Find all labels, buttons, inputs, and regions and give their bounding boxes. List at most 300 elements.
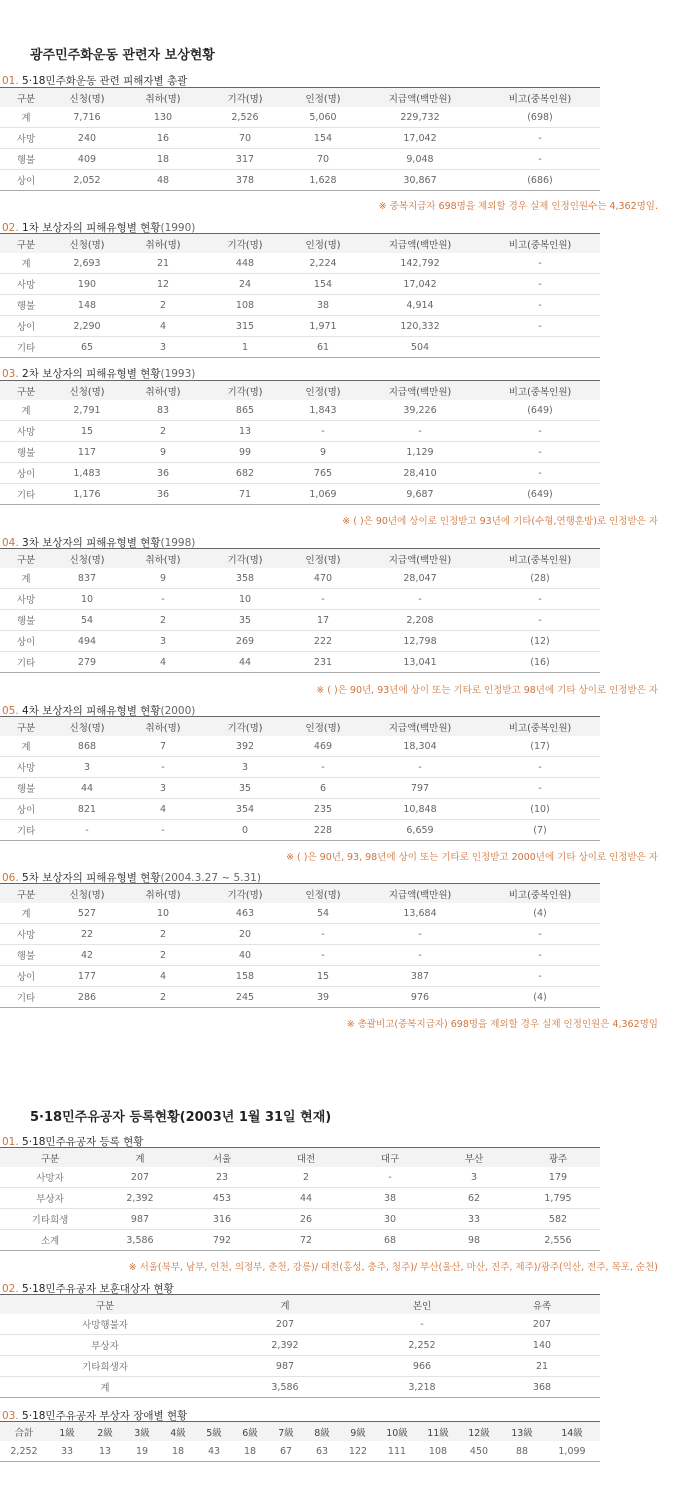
table-cell: 13: [86, 1441, 124, 1462]
table-cell: -: [286, 924, 360, 945]
column-header: 合計: [14, 1427, 34, 1439]
table-cell: 기타: [0, 820, 52, 841]
table-cell: (12): [480, 631, 600, 652]
table-cell: 315: [204, 316, 286, 337]
column-header: 12級: [468, 1427, 490, 1439]
table-cell: 24: [204, 274, 286, 295]
table-cell: 6: [286, 778, 360, 799]
column-header: 인정(명): [305, 239, 341, 251]
table-note: ※ ( )은 90년, 93년에 상이 또는 기타로 인정받고 98년에 기타 상이로 인정받은 자: [316, 685, 658, 696]
table-cell: 2: [122, 945, 204, 966]
table-cell: -: [480, 149, 600, 170]
table-cell: 378: [204, 170, 286, 191]
table-cell: 사망자: [0, 1167, 100, 1188]
table-cell: 28,410: [360, 463, 480, 484]
table-cell: 6,659: [360, 820, 480, 841]
table-cell: 7: [122, 736, 204, 757]
column-header: 7級: [278, 1427, 294, 1439]
table-cell: 18: [160, 1441, 196, 1462]
table-cell: 976: [360, 987, 480, 1008]
table-cell: 36: [122, 484, 204, 505]
table-cell: 44: [52, 778, 122, 799]
column-header: 구분: [16, 93, 36, 105]
table-cell: 15: [286, 966, 360, 987]
table-cell: 2,252: [0, 1441, 48, 1462]
table-cell: 358: [204, 568, 286, 589]
table-cell: 3: [52, 757, 122, 778]
table-cell: 9: [122, 442, 204, 463]
table-cell: 4: [122, 799, 204, 820]
column-header: 비고(중복인원): [508, 386, 572, 398]
table-cell: 2,252: [360, 1335, 484, 1356]
column-header: 4級: [170, 1427, 186, 1439]
table-cell: 108: [204, 295, 286, 316]
table-cell: -: [122, 589, 204, 610]
table-cell: (4): [480, 987, 600, 1008]
table-cell: 70: [286, 149, 360, 170]
column-header: 인정(명): [305, 93, 341, 105]
table-cell: 1,176: [52, 484, 122, 505]
table-cell: 2,791: [52, 400, 122, 421]
table-header-row: [0, 1295, 600, 1315]
table-cell: 229,732: [360, 107, 480, 128]
column-header: 계: [280, 1300, 290, 1312]
table-cell: 42: [52, 945, 122, 966]
table-cell: 453: [180, 1188, 264, 1209]
table-cell: 18: [232, 1441, 268, 1462]
table-cell: 행불: [0, 149, 52, 170]
table-cell: (7): [480, 820, 600, 841]
column-header: 유족: [532, 1300, 552, 1312]
table-cell: 67: [268, 1441, 304, 1462]
table-cell: 35: [204, 778, 286, 799]
table-cell: 10: [52, 589, 122, 610]
column-header: 1級: [59, 1427, 75, 1439]
table-header-row: [0, 549, 600, 569]
table-row: [0, 484, 600, 505]
column-header: 인정(명): [305, 722, 341, 734]
table-cell: 15: [52, 421, 122, 442]
table-cell: 504: [360, 337, 480, 358]
table-row: [0, 778, 600, 799]
table-row: [0, 442, 600, 463]
table-row: [0, 924, 600, 945]
table-cell: -: [286, 945, 360, 966]
table-cell: 231: [286, 652, 360, 673]
table-cell: 행불: [0, 295, 52, 316]
table-cell: 207: [100, 1167, 180, 1188]
comp-table: [0, 883, 600, 1008]
table-cell: 2: [122, 421, 204, 442]
table-cell: -: [360, 757, 480, 778]
table-cell: 368: [484, 1377, 600, 1398]
page-title-registration: 5·18민주유공자 등록현황(2003년 1월 31일 현재): [30, 1110, 332, 1125]
table-row: [0, 589, 600, 610]
column-header: 기각(명): [227, 239, 263, 251]
table-cell: -: [360, 421, 480, 442]
table-cell: 1: [204, 337, 286, 358]
table-cell: 10: [122, 903, 204, 924]
table-cell: 3: [122, 778, 204, 799]
table-cell: 792: [180, 1230, 264, 1251]
table-cell: 190: [52, 274, 122, 295]
table-cell: 72: [264, 1230, 348, 1251]
table-cell: 1,069: [286, 484, 360, 505]
table-cell: -: [286, 421, 360, 442]
table-cell: 222: [286, 631, 360, 652]
table-row: [0, 149, 600, 170]
table-cell: 868: [52, 736, 122, 757]
table-cell: 2: [264, 1167, 348, 1188]
table-cell: 68: [348, 1230, 432, 1251]
column-header: 인정(명): [305, 386, 341, 398]
table-cell: 사망: [0, 128, 52, 149]
table-cell: 117: [52, 442, 122, 463]
table-cell: 39,226: [360, 400, 480, 421]
table-cell: 88: [500, 1441, 544, 1462]
table-cell: 12,798: [360, 631, 480, 652]
table-cell: 28,047: [360, 568, 480, 589]
section-title: 04. 3차 보상자의 피해유형별 현황(1998): [2, 537, 196, 549]
table-cell: 235: [286, 799, 360, 820]
section-title: 06. 5차 보상자의 피해유형별 현황(2004.3.27 ~ 5.31): [2, 872, 261, 884]
table-cell: 2: [122, 610, 204, 631]
table-cell: 463: [204, 903, 286, 924]
table-cell: 기타: [0, 337, 52, 358]
table-cell: 2,224: [286, 253, 360, 274]
table-cell: 122: [340, 1441, 376, 1462]
comp-table: [0, 233, 600, 358]
column-header: 6級: [242, 1427, 258, 1439]
table-cell: 3: [122, 337, 204, 358]
table-cell: 765: [286, 463, 360, 484]
table-cell: -: [480, 295, 600, 316]
table-cell: 계: [0, 1377, 210, 1398]
table-cell: 39: [286, 987, 360, 1008]
table-cell: 13,684: [360, 903, 480, 924]
table-cell: 18,304: [360, 736, 480, 757]
table-cell: 상이: [0, 631, 52, 652]
table-row: [0, 463, 600, 484]
table-row: [0, 736, 600, 757]
table-cell: 837: [52, 568, 122, 589]
table-cell: -: [480, 589, 600, 610]
table-cell: 54: [52, 610, 122, 631]
table-row: [0, 337, 600, 358]
comp-table: [0, 87, 600, 191]
table-row: [0, 945, 600, 966]
table-row: [0, 1377, 600, 1398]
table-cell: 682: [204, 463, 286, 484]
table-cell: 부상자: [0, 1188, 100, 1209]
column-header: 비고(중복인원): [508, 239, 572, 251]
table-cell: 사망: [0, 274, 52, 295]
table-cell: 2,693: [52, 253, 122, 274]
table-row: [0, 966, 600, 987]
column-header: 취하(명): [145, 722, 181, 734]
column-header: 구분: [40, 1153, 60, 1165]
table-cell: 18: [122, 149, 204, 170]
column-header: 대구: [380, 1153, 400, 1165]
table-cell: -: [480, 463, 600, 484]
table-cell: 1,843: [286, 400, 360, 421]
table-cell: 130: [122, 107, 204, 128]
table-cell: (4): [480, 903, 600, 924]
table-header-row: [0, 1148, 600, 1168]
column-header: 기각(명): [227, 93, 263, 105]
table-cell: 279: [52, 652, 122, 673]
table-cell: 1,483: [52, 463, 122, 484]
table-row: [0, 316, 600, 337]
table-header-row: [0, 1422, 600, 1442]
section-title: 01. 5·18민주유공자 등록 현황: [2, 1136, 144, 1148]
table-row: [0, 903, 600, 924]
table-header-row: [0, 717, 600, 737]
table-cell: 10,848: [360, 799, 480, 820]
column-header: 14級: [561, 1427, 583, 1439]
column-header: 기각(명): [227, 554, 263, 566]
table-cell: 865: [204, 400, 286, 421]
table-row: [0, 987, 600, 1008]
table-cell: 3,586: [100, 1230, 180, 1251]
column-header: 신청(명): [69, 93, 105, 105]
table-cell: 392: [204, 736, 286, 757]
table-cell: 582: [516, 1209, 600, 1230]
table-cell: 1,129: [360, 442, 480, 463]
section-title: 02. 1차 보상자의 피해유형별 현황(1990): [2, 222, 196, 234]
table-cell: 19: [124, 1441, 160, 1462]
table-row: [0, 631, 600, 652]
column-header: 지급액(백만원): [388, 239, 452, 251]
table-cell: 286: [52, 987, 122, 1008]
table-cell: 13: [204, 421, 286, 442]
table-cell: 행불: [0, 610, 52, 631]
table-row: [0, 107, 600, 128]
table-cell: 12: [122, 274, 204, 295]
table-cell: 35: [204, 610, 286, 631]
table-cell: 2,290: [52, 316, 122, 337]
column-header: 신청(명): [69, 722, 105, 734]
disability-table: [0, 1421, 600, 1462]
column-header: 계: [135, 1153, 145, 1165]
table-cell: 26: [264, 1209, 348, 1230]
column-header: 취하(명): [145, 386, 181, 398]
table-cell: 2,556: [516, 1230, 600, 1251]
table-cell: 부상자: [0, 1335, 210, 1356]
table-cell: -: [480, 610, 600, 631]
table-cell: -: [480, 966, 600, 987]
table-cell: [480, 337, 600, 358]
table-cell: 사망: [0, 421, 52, 442]
table-cell: 62: [432, 1188, 516, 1209]
table-cell: 36: [122, 463, 204, 484]
table-cell: 1,795: [516, 1188, 600, 1209]
table-cell: -: [480, 274, 600, 295]
table-cell: 4: [122, 966, 204, 987]
table-cell: (649): [480, 400, 600, 421]
column-header: 부산: [464, 1153, 484, 1165]
table-cell: -: [360, 945, 480, 966]
column-header: 구분: [16, 386, 36, 398]
page-title: 광주민주화운동 관련자 보상현황: [30, 48, 215, 63]
table-cell: 2,526: [204, 107, 286, 128]
section-title: 01. 5·18민주화운동 관련 피해자별 총괄: [2, 75, 188, 87]
column-header: 11級: [427, 1427, 449, 1439]
column-header: 광주: [548, 1153, 568, 1165]
table-cell: 계: [0, 107, 52, 128]
column-header: 신청(명): [69, 386, 105, 398]
column-header: 10級: [386, 1427, 408, 1439]
table-note: ※ ( )은 90년, 93, 98년에 상이 또는 기타로 인정받고 2000년에 기타 상이로 인정받은 자: [286, 852, 658, 863]
table-cell: 4: [122, 316, 204, 337]
column-header: 5級: [206, 1427, 222, 1439]
column-header: 기각(명): [227, 386, 263, 398]
table-cell: 269: [204, 631, 286, 652]
table-cell: 527: [52, 903, 122, 924]
registration-table: [0, 1147, 600, 1251]
table-note: ※ 총괄비고(중복지급자) 698명을 제외할 경우 실제 인정인원은 4,362명임: [346, 1019, 658, 1030]
section-title: 03. 2차 보상자의 피해유형별 현황(1993): [2, 368, 196, 380]
table-cell: -: [360, 1314, 484, 1335]
table-header-row: [0, 884, 600, 904]
table-cell: -: [480, 253, 600, 274]
table-cell: (16): [480, 652, 600, 673]
column-header: 구분: [16, 889, 36, 901]
table-cell: 228: [286, 820, 360, 841]
table-cell: 448: [204, 253, 286, 274]
comp-table: [0, 380, 600, 505]
column-header: 비고(중복인원): [508, 93, 572, 105]
table-cell: 17: [286, 610, 360, 631]
table-cell: 207: [484, 1314, 600, 1335]
table-cell: 21: [484, 1356, 600, 1377]
table-cell: 계: [0, 736, 52, 757]
table-cell: 30,867: [360, 170, 480, 191]
comp-table: [0, 548, 600, 673]
table-cell: 821: [52, 799, 122, 820]
table-row: [0, 400, 600, 421]
column-header: 취하(명): [145, 554, 181, 566]
column-header: 인정(명): [305, 554, 341, 566]
table-row: [0, 757, 600, 778]
table-cell: 2,052: [52, 170, 122, 191]
table-cell: 154: [286, 274, 360, 295]
table-cell: 54: [286, 903, 360, 924]
table-cell: -: [480, 442, 600, 463]
table-cell: 계: [0, 568, 52, 589]
table-cell: 470: [286, 568, 360, 589]
table-row: [0, 1335, 600, 1356]
table-cell: 상이: [0, 966, 52, 987]
table-cell: 317: [204, 149, 286, 170]
column-header: 대전: [296, 1153, 316, 1165]
column-header: 구분: [16, 554, 36, 566]
table-cell: 계: [0, 253, 52, 274]
column-header: 구분: [16, 239, 36, 251]
table-cell: 13,041: [360, 652, 480, 673]
table-cell: 409: [52, 149, 122, 170]
table-cell: 9,048: [360, 149, 480, 170]
table-cell: 5,060: [286, 107, 360, 128]
table-cell: 21: [122, 253, 204, 274]
column-header: 취하(명): [145, 889, 181, 901]
table-cell: 38: [348, 1188, 432, 1209]
table-cell: (686): [480, 170, 600, 191]
table-cell: 17,042: [360, 128, 480, 149]
table-cell: 16: [122, 128, 204, 149]
column-header: 서울: [212, 1153, 232, 1165]
table-note: ※ ( )은 90년에 상이로 인정받고 93년에 기타(수형,연행훈방)로 인정받은 자: [342, 516, 658, 527]
table-cell: 240: [52, 128, 122, 149]
section-title: 03. 5·18민주유공자 부상자 장애별 현황: [2, 1410, 188, 1422]
table-cell: 3: [432, 1167, 516, 1188]
table-cell: -: [360, 924, 480, 945]
table-cell: -: [480, 945, 600, 966]
column-header: 비고(중복인원): [508, 889, 572, 901]
table-cell: 3: [122, 631, 204, 652]
table-cell: 사망: [0, 924, 52, 945]
column-header: 인정(명): [305, 889, 341, 901]
table-cell: 316: [180, 1209, 264, 1230]
table-cell: 4,914: [360, 295, 480, 316]
table-cell: (28): [480, 568, 600, 589]
table-row: [0, 1188, 600, 1209]
table-cell: 38: [286, 295, 360, 316]
table-cell: 65: [52, 337, 122, 358]
column-header: 취하(명): [145, 93, 181, 105]
table-cell: 9: [122, 568, 204, 589]
column-header: 2級: [97, 1427, 113, 1439]
table-cell: -: [360, 589, 480, 610]
table-header-row: [0, 88, 600, 108]
column-header: 본인: [412, 1300, 432, 1312]
table-row: [0, 820, 600, 841]
table-cell: 966: [360, 1356, 484, 1377]
column-header: 구분: [95, 1300, 115, 1312]
table-cell: 987: [210, 1356, 360, 1377]
column-header: 8級: [314, 1427, 330, 1439]
table-cell: 기타: [0, 484, 52, 505]
table-header-row: [0, 234, 600, 254]
table-cell: -: [286, 589, 360, 610]
table-cell: 108: [418, 1441, 458, 1462]
table-row: [0, 1167, 600, 1188]
table-row: [0, 1230, 600, 1251]
table-row: [0, 295, 600, 316]
table-row: [0, 421, 600, 442]
table-cell: -: [122, 820, 204, 841]
table-row: [0, 253, 600, 274]
column-header: 비고(중복인원): [508, 554, 572, 566]
table-cell: 사망: [0, 589, 52, 610]
table-cell: 3,586: [210, 1377, 360, 1398]
table-row: [0, 610, 600, 631]
section-title: 02. 5·18민주유공자 보훈대상자 현황: [2, 1283, 174, 1295]
column-header: 지급액(백만원): [388, 554, 452, 566]
table-cell: -: [480, 421, 600, 442]
table-row: [0, 274, 600, 295]
table-cell: 44: [204, 652, 286, 673]
table-cell: 1,628: [286, 170, 360, 191]
table-cell: 44: [264, 1188, 348, 1209]
table-row: [0, 170, 600, 191]
table-cell: 10: [204, 589, 286, 610]
table-cell: -: [480, 316, 600, 337]
table-cell: 9,687: [360, 484, 480, 505]
table-row: [0, 1314, 600, 1335]
table-note: ※ 서울(북부, 남부, 인천, 의정부, 춘천, 강릉)/ 대전(홍성, 충주, 청주)/ 부산(울산, 마산, 진주, 제주)/광주(익산, 전주, 목포, 순천): [128, 1262, 658, 1273]
table-cell: 387: [360, 966, 480, 987]
